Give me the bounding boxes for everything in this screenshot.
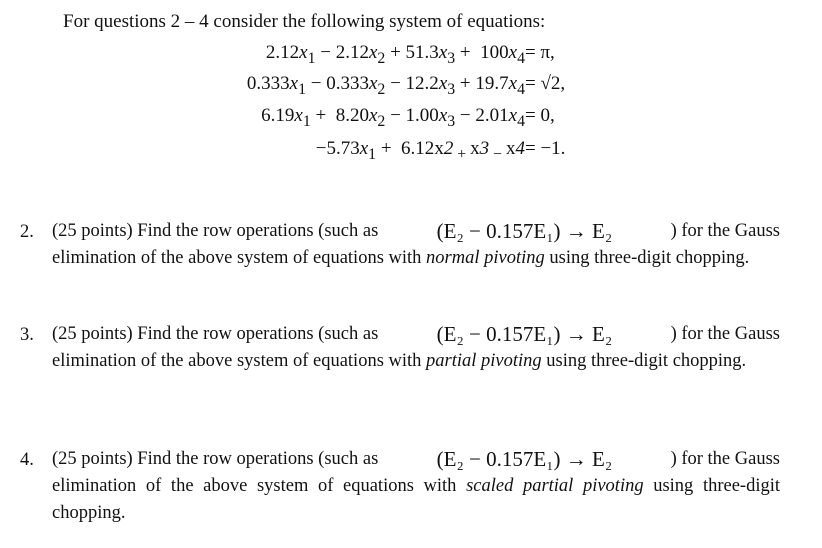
equation-row-4: [190, 136, 610, 162]
question-text-end: ) for the Gauss: [670, 324, 780, 344]
equation-row-2: [190, 71, 610, 97]
question-number: 2.: [20, 222, 34, 242]
question-body: [52, 446, 780, 527]
equation-rhs: = −1.: [525, 138, 566, 159]
question-text-pre: elimination of the above system of equations with: [52, 248, 427, 268]
question-number: 3.: [20, 325, 34, 345]
question-4: [20, 446, 780, 527]
equation-row-3: [190, 103, 610, 129]
question-body: [52, 321, 780, 375]
pivoting-method: scaled partial pivoting: [466, 476, 644, 496]
equation-lhs: $0.333x_1 - 0.333x_2 - 12.2x_3 + 19.7x_4$: [246, 73, 525, 98]
equation-rhs: = √2,: [525, 73, 566, 94]
pivoting-method: partial pivoting: [426, 351, 542, 371]
question-2: [20, 218, 780, 272]
question-text-pre: elimination of the above system of equations with: [52, 351, 427, 371]
equation-row-1: [190, 40, 610, 66]
example-row-operation: (E₂ − 0.157E₁) → E₂: [436, 219, 613, 243]
question-text-post: using three-digit chopping.: [52, 476, 780, 523]
question-number: 4.: [20, 450, 34, 470]
question-text-end: ) for the Gauss: [670, 449, 780, 469]
equation-lhs: $2.12x_1 - 2.12x_2 + 51.3x_3 + 100x_4$: [265, 42, 525, 67]
equation-rhs: = 0,: [525, 105, 555, 126]
question-text-post: using three-digit chopping.: [541, 351, 747, 371]
equation-lhs: $6.19x_1 + 8.20x_2 - 1.00x_3 - 2.01x_4$: [261, 105, 525, 130]
question-text-post: using three-digit chopping.: [544, 248, 750, 268]
pivoting-method: normal pivoting: [426, 248, 545, 268]
question-text-start: (25 points) Find the row operations (such as: [52, 221, 379, 241]
equation-lhs: $-5.73x_1 + 6.12x2$ $_+$ x3 $_-$ x4: [315, 138, 525, 163]
intro-text: For questions 2 – 4 consider the following system of equations:: [63, 11, 546, 32]
question-text-start: (25 points) Find the row operations (such as: [52, 324, 379, 344]
question-text-end: ) for the Gauss: [670, 221, 780, 241]
question-text-start: (25 points) Find the row operations (such as: [52, 449, 379, 469]
example-row-operation: (E₂ − 0.157E₁) → E₂: [436, 322, 613, 346]
question-3: [20, 321, 780, 375]
equation-rhs: = π,: [525, 42, 555, 63]
example-row-operation: (E₂ − 0.157E₁) → E₂: [436, 447, 613, 471]
question-text-pre: elimination of the above system of equations with: [52, 476, 467, 496]
question-body: [52, 218, 780, 272]
